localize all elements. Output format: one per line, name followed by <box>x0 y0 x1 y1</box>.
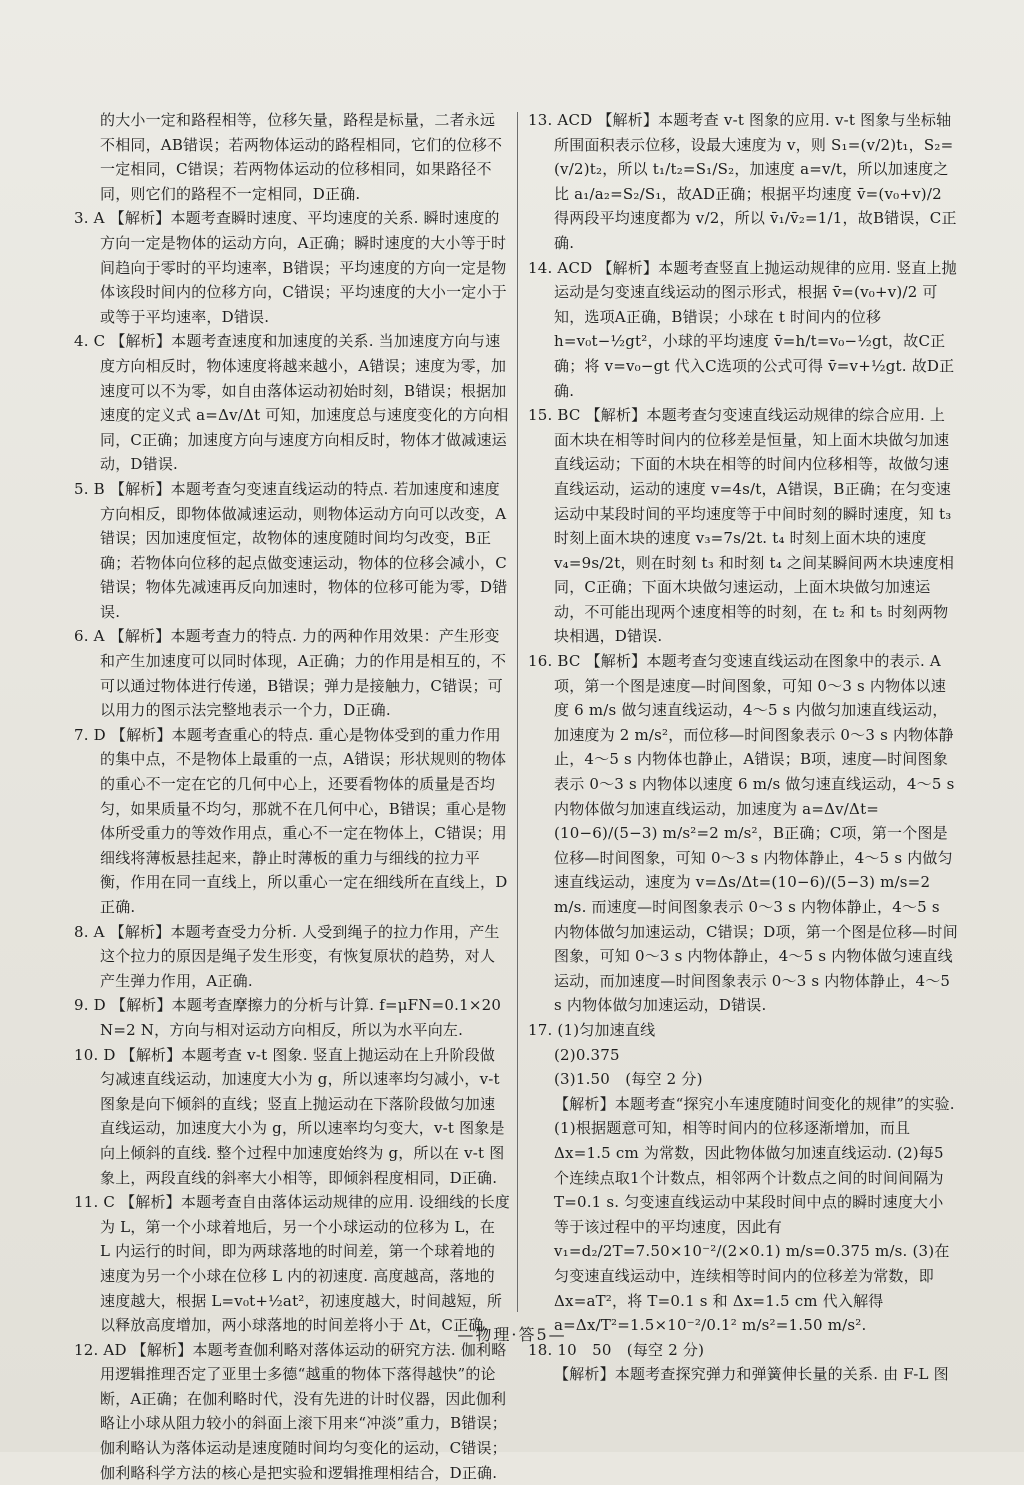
answer-paragraph: 10. D 【解析】本题考查 v-t 图象. 竖直上抛运动在上升阶段做匀减速直线运动，加速度大小为 g，所以速率均匀减小，v-t 图象是向下倾斜的直线；竖直上抛运动在下落阶段做匀加速直线运动，加速度大小为 g，所以速率均匀变大，v-t 图象是向上倾斜的直线. 整个过程中加速度始终为 g，所以在 v-t 图象上，两段直线的斜率大小相等，即倾斜程度相同，D正确. <box>74 1045 505 1187</box>
answer-paragraph: 6. A 【解析】本题考查力的特点. 力的两种作用效果：产生形变和产生加速度可以同时体现，A正确；力的作用是相互的，不可以通过物体进行传递，B错误；弹力是接触力，C错误；可以用力的图示法完整地表示一个力，D正确. <box>74 627 507 720</box>
answer-paragraph: 16. BC 【解析】本题考查匀变速直线运动在图象中的表示. A项，第一个图是速度—时间图象，可知 0～3 s 内物体以速度 6 m/s 做匀速直线运动，4～5 s 内做匀加速直线运动，加速度为 2 m/s²，而位移—时间图象表示 0～3 s 内物体静止，4～5 s 内物体也静止，A错误；B项，速度—时间图象表示 0～3 s 内物体以速度 6 m/s 做匀速直线运动，4～5 s 内物体做匀加速直线运动，加速度为 a=Δv/Δt=(10−6)/(5−3) m/s²=2 m/s²，B正确；C项，第一个图是位移—时间图象，可知 0～3 s 内物体静止，4～5 s 内做匀速直线运动，速度为 v=Δs/Δt=(10−6)/(5−3) m/s=2 m/s. 而速度—时间图象表示 0～3 s 内物体静止，4～5 s 内物体做匀加速运动，C错误；D项，第一个图是位移—时间图象，可知 0～3 s 内物体静止，4～5 s 内物体做匀速直线运动，而加速度—时间图象表示 0～3 s 内物体静止，4～5 s 内物体做匀加速运动，D错误. <box>528 652 958 1015</box>
left-column <box>74 108 510 1485</box>
answer-paragraph: 4. C 【解析】本题考查速度和加速度的关系. 当加速度方向与速度方向相反时，物体速度将越来越小，A错误；速度为零，加速度可以不为零，如自由落体运动初始时刻，B错误；根据加速度的定义式 a=Δv/Δt 可知，加速度总与速度变化的方向相同，C正确；加速度方向与速度方向相反时，物体才做减速运动，D错误. <box>74 332 509 474</box>
answer-paragraph: 18. 10 50 (每空 2 分) <box>528 1340 705 1359</box>
answer-paragraph: 【解析】本题考查探究弹力和弹簧伸长量的关系. 由 F-L 图 <box>554 1365 949 1384</box>
column-divider <box>517 112 518 1312</box>
answer-paragraph: 7. D 【解析】本题考查重心的特点. 重心是物体受到的重力作用的集中点，不是物体上最重的一点，A错误；形状规则的物体的重心不一定在它的几何中心上，还要看物体的质量是否均匀，如果质量不均匀，那就不在几何中心，B错误；重心是物体所受重力的等效作用点，重心不一定在物体上，C错误；用细线将薄板悬挂起来，静止时薄板的重力与细线的拉力平衡，作用在同一直线上，所以重心一定在细线所在直线上，D正确. <box>74 725 508 916</box>
answer-paragraph: 【解析】本题考查“探究小车速度随时间变化的规律”的实验. (1)根据题意可知，相等时间内的位移逐渐增加，而且 Δx=1.5 cm 为常数，因此物体做匀加速直线运动. (2)每5个连续点取1个计数点，相邻两个计数点之间的时间间隔为 T=0.1 s. 匀变速直线运动中某段时间中点的瞬时速度大小等于该过程中的平均速度，因此有 v₁=d₂/2T=7.50×10⁻²/(2×0.1) m/s=0.375 m/s. (3)在匀变速直线运动中，连续相等时间内的位移差为常数，即 Δx=aT²，将 T=0.1 s 和 Δx=1.5 cm 代入解得 a=Δx/T²=1.5×10⁻²/0.1² m/s²=1.50 m/s². <box>554 1094 955 1335</box>
answer-paragraph: 11. C 【解析】本题考查自由落体运动规律的应用. 设细线的长度为 L，第一个小球着地后，另一个小球运动的位移为 L，在 L 内运行的时间，即为两球落地的时间差，第一个球着地的速度为另一个小球在位移 L 内的初速度. 高度越高，落地的速度越大，根据 L=v₀t+½at²，初速度越大，时间越短，所以释放高度增加，两小球落地的时间差将小于 Δt，C正确. <box>74 1193 511 1335</box>
answer-paragraph: 的大小一定和路程相等，位移矢量，路程是标量，二者永远不相同，AB错误；若两物体运动的路程相同，它们的位移不一定相同，C错误；若两物体运动的位移相同，如果路径不同，则它们的路程不一定相同，D正确. <box>100 111 503 203</box>
answer-paragraph: 12. AD 【解析】本题考查伽利略对落体运动的研究方法. 伽利略用逻辑推理否定了亚里士多德“越重的物体下落得越快”的论断，A正确；在伽利略时代，没有先进的计时仪器，因此伽利略让小球从阻力较小的斜面上滚下用来“冲淡”重力，B错误；伽利略认为落体运动是速度随时间均匀变化的运动，C错误；伽利略科学方法的核心是把实验和逻辑推理相结合，D正确. <box>74 1340 507 1482</box>
answer-paragraph: 5. B 【解析】本题考查匀变速直线运动的特点. 若加速度和速度方向相反，即物体做减速运动，则物体运动方向可以改变，A错误；因加速度恒定，故物体的速度随时间均匀改变，B正确；若物体向位移的起点做变速运动，物体的位移会减小，C错误；物体先减速再反向加速时，物体的位移可能为零，D错误. <box>74 479 508 621</box>
answer-paragraph: 13. ACD 【解析】本题考查 v-t 图象的应用. v-t 图象与坐标轴所围面积表示位移，设最大速度为 v，则 S₁=(v/2)t₁，S₂=(v/2)t₂，所以 t₁/t₂=S₁/S₂，加速度 a=v/t，所以加速度之比 a₁/a₂=S₂/S₁，故AD正确；根据平均速度 v̄=(v₀+v)/2 得两段平均速度都为 v/2，所以 v̄₁/v̄₂=1/1，故B错误，C正确. <box>528 111 957 252</box>
answer-paragraph: 3. A 【解析】本题考查瞬时速度、平均速度的关系. 瞬时速度的方向一定是物体的运动方向，A正确；瞬时速度的大小等于时间趋向于零时的平均速率，B错误；平均速度的方向一定是物体该段时间内的位移方向，C错误；平均速度的大小一定小于或等于平均速率，D错误. <box>74 209 507 326</box>
answer-paragraph: 14. ACD 【解析】本题考查竖直上抛运动规律的应用. 竖直上抛运动是匀变速直线运动的图示形式，根据 v̄=(v₀+v)/2 可知，选项A正确，B错误；小球在 t 时间内的位移 h=v₀t−½gt²，小球的平均速度 v̄=h/t=v₀−½gt，故C正确；将 v=v₀−gt 代入C选项的公式可得 v̄=v+½gt. 故D正确. <box>528 258 957 400</box>
answer-paragraph: 15. BC 【解析】本题考查匀变速直线运动规律的综合应用. 上面木块在相等时间内的位移差是恒量，知上面木块做匀加速直线运动；下面的木块在相等的时间内位移相等，故做匀速直线运动，运动的速度 v=4s/t，A错误，B正确；在匀变速运动中某段时间的平均速度等于中间时刻的瞬时速度，知 t₃ 时刻上面木块的速度 v₃=7s/2t. t₄ 时刻上面木块的速度 v₄=9s/2t，则在时刻 t₃ 和时刻 t₄ 之间某瞬间两木块速度相同，C正确；下面木块做匀速运动，上面木块做匀加速运动，不可能出现两个速度相等的时刻，在 t₂ 和 t₅ 时刻两物块相遇，D错误. <box>528 406 955 646</box>
answer-paragraph: 9. D 【解析】本题考查摩擦力的分析与计算. f=μFN=0.1×20 N=2 N，方向与相对运动方向相反，所以为水平向左. <box>74 996 502 1039</box>
answer-paragraph: (2)0.375 <box>554 1045 620 1064</box>
answer-paragraph: 17. (1)匀加速直线 <box>528 1020 656 1039</box>
right-column <box>528 108 958 1387</box>
page-footer: —物理·答5— <box>457 1325 567 1344</box>
answer-paragraph: (3)1.50 (每空 2 分) <box>554 1070 703 1089</box>
answer-paragraph: 8. A 【解析】本题考查受力分析. 人受到绳子的拉力作用，产生这个拉力的原因是绳子发生形变，有恢复原状的趋势，对人产生弹力作用，A正确. <box>74 922 500 990</box>
